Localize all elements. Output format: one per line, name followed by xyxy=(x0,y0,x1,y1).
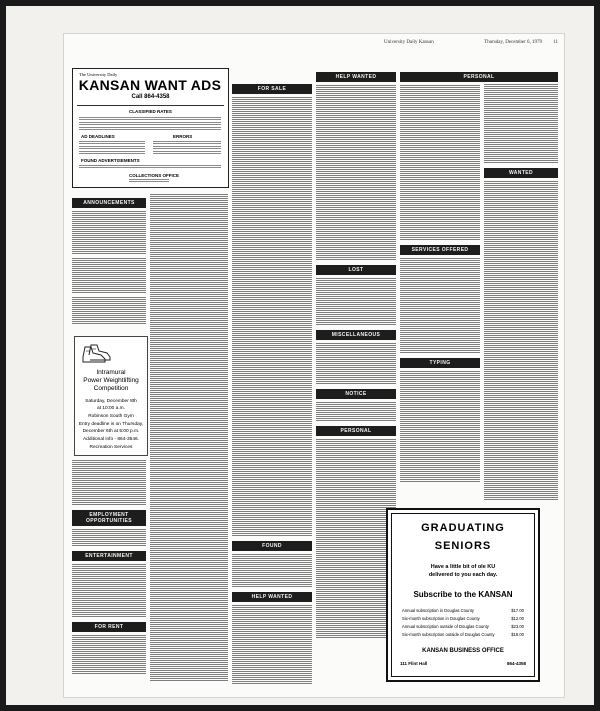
intramural-info: Additional info - 864-3546. xyxy=(82,437,139,442)
section-header-announcements: ANNOUNCEMENTS xyxy=(72,198,146,208)
office-phone: 864-4358 xyxy=(506,661,526,666)
running-head-date: Thursday, December 6, 1979 xyxy=(484,40,542,45)
rates-table-text xyxy=(79,127,221,130)
found-ads-text xyxy=(79,165,221,168)
office-text xyxy=(129,179,169,182)
masthead-small: The University Daily xyxy=(79,72,118,77)
classified-text xyxy=(72,635,146,675)
classified-text xyxy=(316,343,396,385)
section-header-notice: NOTICE xyxy=(316,389,396,399)
rates-table-text xyxy=(79,117,221,120)
classified-text xyxy=(72,297,146,325)
ad-line: delivered to you each day. xyxy=(428,572,498,578)
intramural-title-line: Competition xyxy=(93,385,129,392)
intramural-entry: December 6th at 5:00 p.m. xyxy=(82,429,140,434)
found-ads-label: FOUND ADVERTISEMENTS xyxy=(81,158,140,163)
intramural-sponsor: Recreation Services xyxy=(89,445,133,450)
intramural-title-line: Power Weightlifting xyxy=(83,377,139,384)
classified-rates-label: CLASSIFIED RATES xyxy=(129,109,172,114)
classified-text xyxy=(72,529,146,547)
section-header-help-wanted: HELP WANTED xyxy=(316,72,396,82)
section-header-personal: PERSONAL xyxy=(316,426,396,436)
running-head xyxy=(64,40,564,50)
page-number: 11 xyxy=(553,40,558,45)
column-4 xyxy=(316,68,396,685)
rate-price: $18.00 xyxy=(511,632,524,637)
section-header-miscellaneous: MISCELLANEOUS xyxy=(316,330,396,340)
subscribe-heading: Subscribe to the KANSAN xyxy=(413,590,513,599)
classified-text xyxy=(72,258,146,294)
running-head-title: University Daily Kansan xyxy=(384,40,434,45)
intramural-ad xyxy=(74,336,148,456)
want-ads-masthead xyxy=(72,68,229,188)
section-header-found: FOUND xyxy=(232,541,312,551)
ad-title: GRADUATING xyxy=(421,522,505,534)
classified-text xyxy=(316,278,396,326)
classified-text xyxy=(232,605,312,685)
classified-text xyxy=(400,371,480,483)
rate-row xyxy=(402,632,524,637)
office-address: 111 Flint Hall xyxy=(400,661,428,666)
errors-text xyxy=(153,141,221,144)
section-header-personal-top: PERSONAL xyxy=(400,72,558,82)
section-header-services: SERVICES OFFERED xyxy=(400,245,480,255)
want-ads-phone: Call 864-4358 xyxy=(131,94,170,100)
rate-label: Six-month subscription outside of Douglas County xyxy=(402,632,495,637)
section-header-entertainment: ENTERTAINMENT xyxy=(72,551,146,561)
deadlines-text xyxy=(79,141,145,144)
graduating-seniors-ad xyxy=(386,508,540,682)
classified-text xyxy=(72,211,146,255)
business-office: KANSAN BUSINESS OFFICE xyxy=(422,648,504,654)
newspaper-page xyxy=(64,34,564,697)
rate-label: Annual subscription outside of Douglas County xyxy=(402,624,489,629)
intramural-title-line: Intramural xyxy=(96,369,126,376)
intramural-date: Saturday, December 8th xyxy=(85,399,137,404)
intramural-title xyxy=(77,369,145,393)
collections-office-label: COLLECTIONS OFFICE xyxy=(129,173,179,178)
classified-text xyxy=(484,84,558,164)
classified-text xyxy=(316,402,396,422)
classified-text xyxy=(232,554,312,588)
rate-label: Annual subscription in Douglas County xyxy=(402,608,474,613)
errors-label: ERRORS xyxy=(173,134,193,139)
deadlines-label: AD DEADLINES xyxy=(81,134,115,139)
rate-label: Six-month subscription in Douglas County xyxy=(402,616,480,621)
section-header-help-wanted: HELP WANTED xyxy=(232,592,312,602)
classified-text xyxy=(232,97,312,537)
classified-text xyxy=(400,85,480,241)
rate-row xyxy=(402,624,524,629)
column-3 xyxy=(232,80,312,685)
section-header-for-rent: FOR RENT xyxy=(72,622,146,632)
rate-price: $23.00 xyxy=(511,624,524,629)
scan-frame xyxy=(6,6,594,705)
want-ads-title: KANSAN WANT ADS xyxy=(78,77,222,93)
classified-text xyxy=(400,258,480,354)
section-header-for-sale: FOR SALE xyxy=(232,84,312,94)
section-header-lost: LOST xyxy=(316,265,396,275)
ad-line: Have a little bit of ole KU xyxy=(430,564,496,570)
rates-table-text xyxy=(79,122,221,125)
sneakers-icon xyxy=(81,343,111,365)
intramural-time: at 10:00 a.m. xyxy=(97,406,125,411)
rate-price: $17.00 xyxy=(511,608,524,613)
errors-text xyxy=(153,151,221,154)
ad-subtitle: SENIORS xyxy=(434,540,492,552)
errors-text xyxy=(153,146,221,149)
classified-text xyxy=(72,564,146,618)
intramural-place: Robinson South Gym xyxy=(88,414,134,419)
intramural-entry: Entry deadline is on Thursday, xyxy=(78,422,144,427)
deadlines-text xyxy=(79,146,145,149)
rate-row xyxy=(402,608,524,613)
rate-row xyxy=(402,616,524,621)
classified-text xyxy=(316,85,396,261)
column-1-lower xyxy=(72,460,146,685)
classified-text xyxy=(72,460,146,506)
rate-price: $12.00 xyxy=(511,616,524,621)
section-header-typing: TYPING xyxy=(400,358,480,368)
classified-text xyxy=(316,439,396,639)
section-header-employment: EMPLOYMENT OPPORTUNITIES xyxy=(72,510,146,526)
divider xyxy=(77,105,224,106)
section-header-wanted: WANTED xyxy=(484,168,558,178)
column-2 xyxy=(150,194,228,685)
classified-text xyxy=(484,181,558,501)
deadlines-text xyxy=(79,151,145,154)
classified-text xyxy=(150,194,228,682)
